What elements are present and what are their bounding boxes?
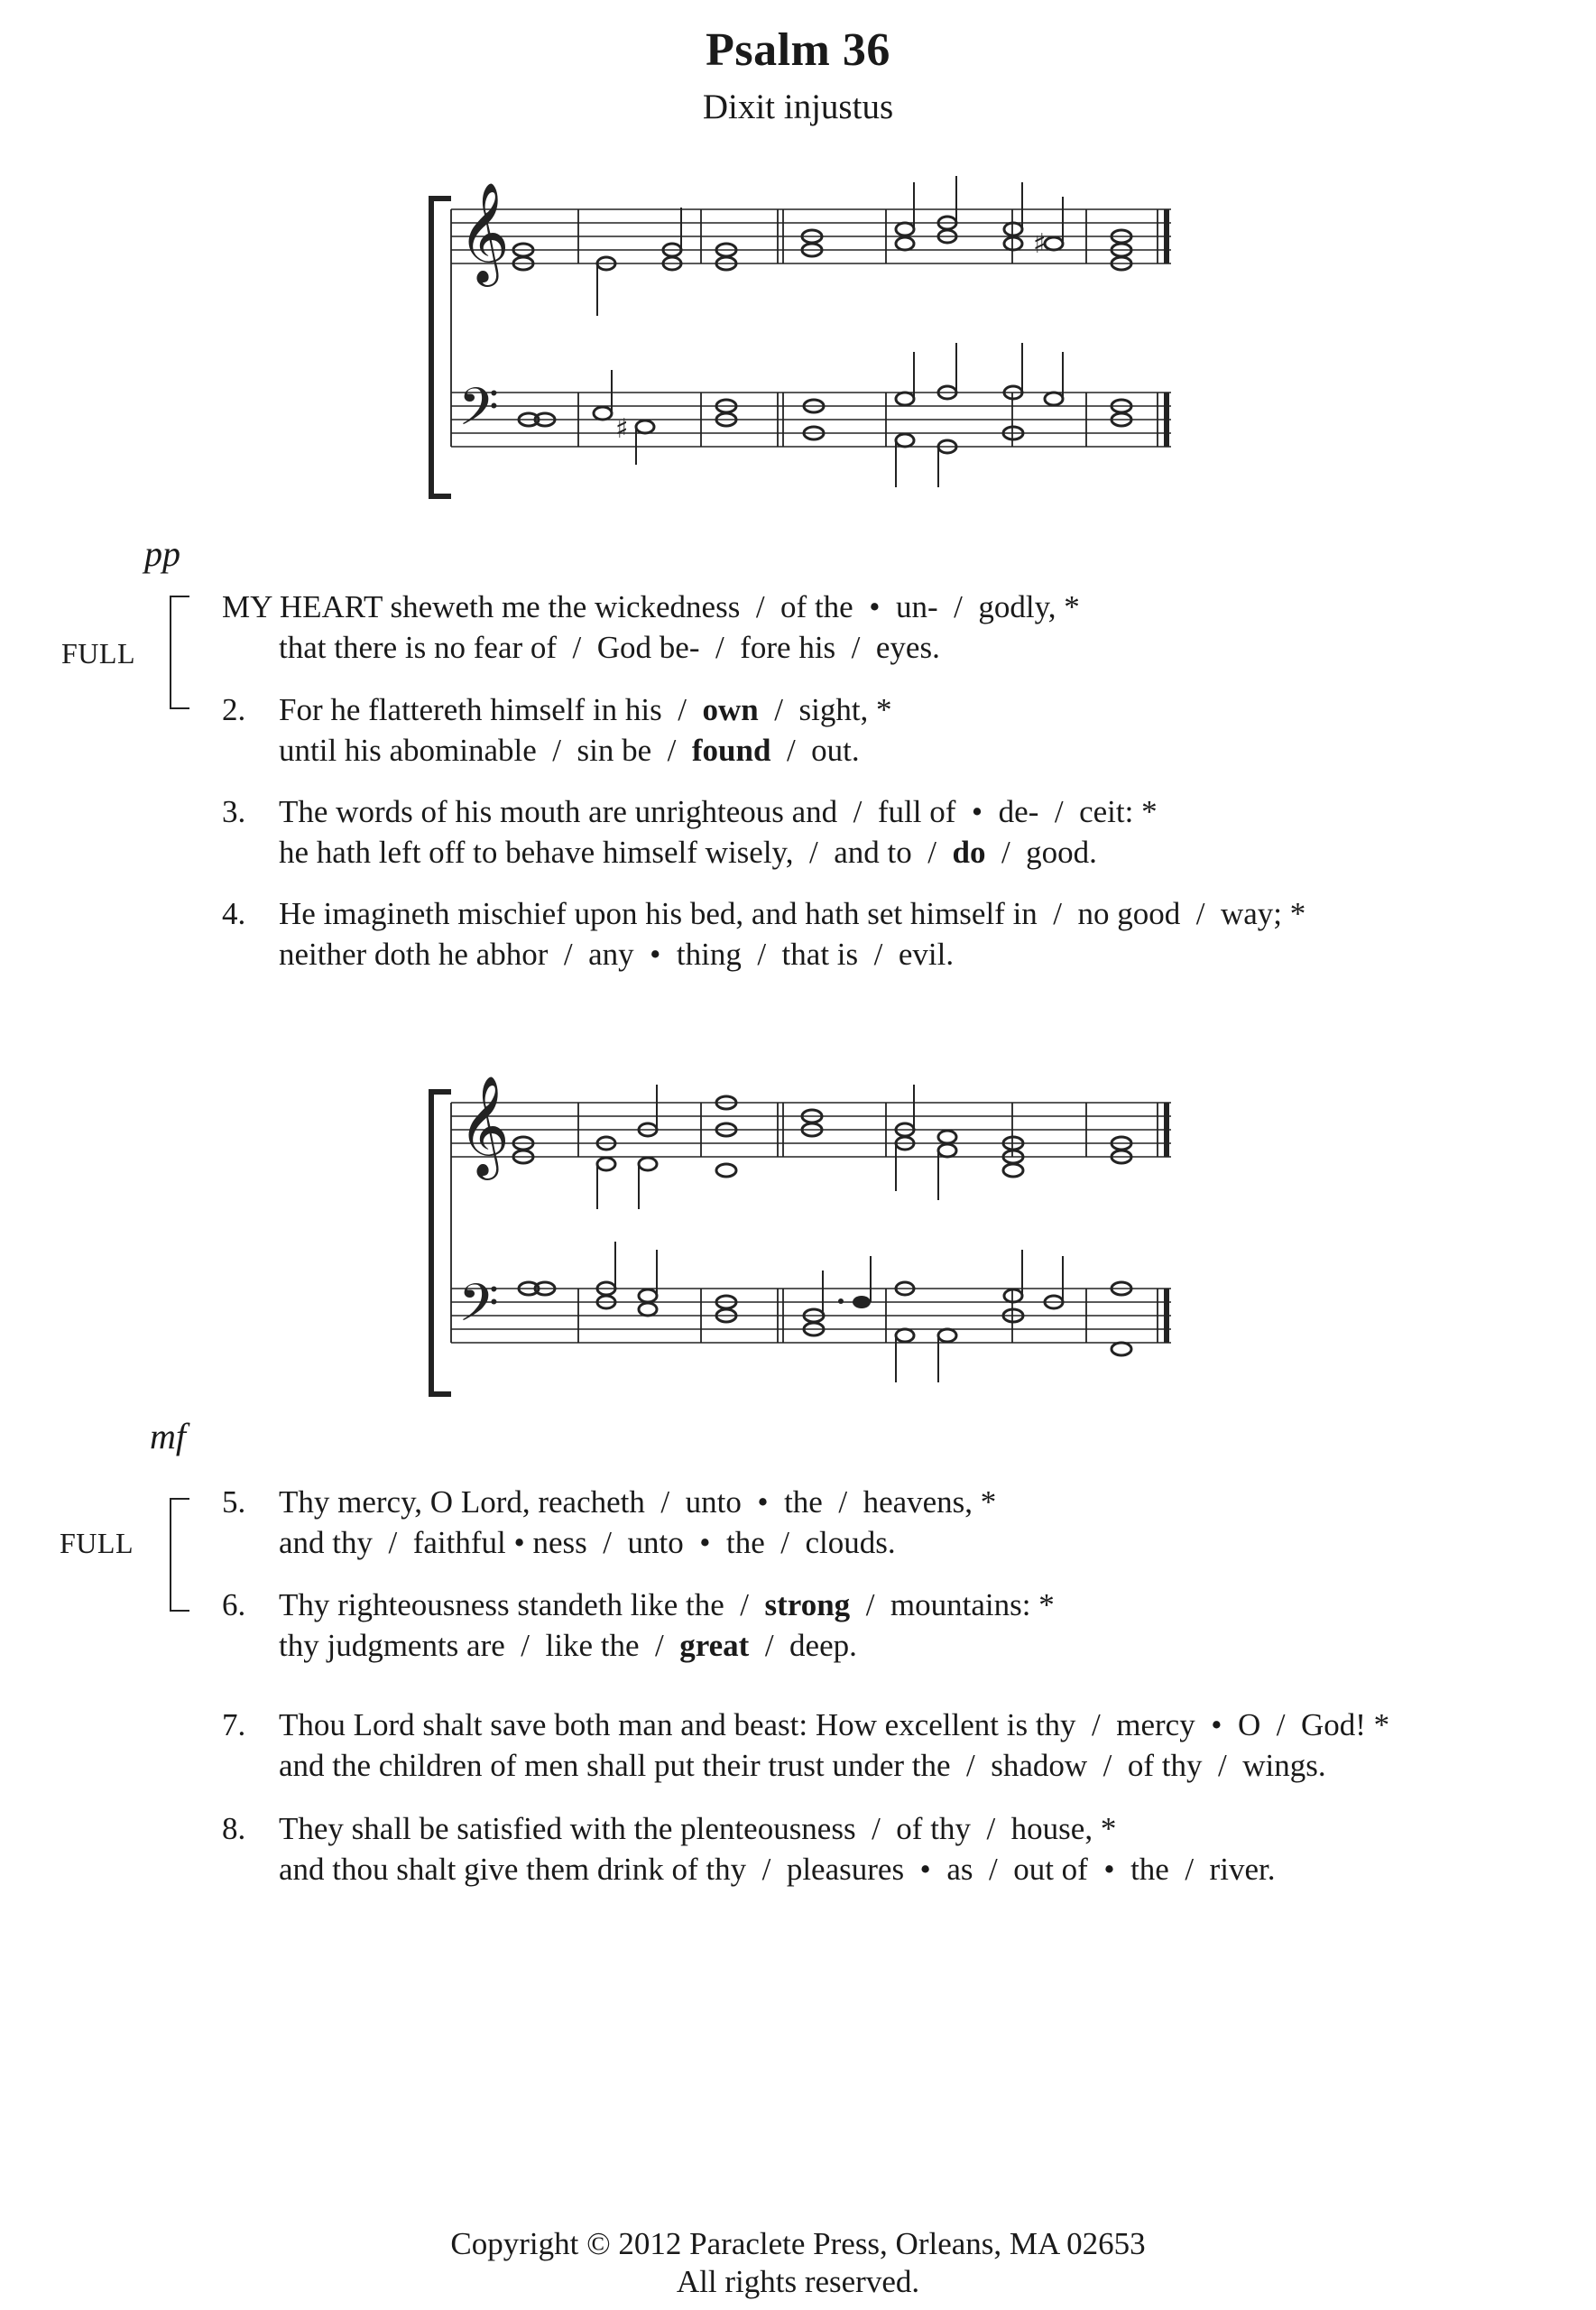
verse-5-line-1: Thy mercy, O Lord, reacheth / unto • the / heavens, * xyxy=(279,1484,997,1520)
page-subtitle: Dixit injustus xyxy=(702,88,894,126)
svg-text:𝄞: 𝄞 xyxy=(458,1075,510,1176)
chant-score-2 xyxy=(0,1065,1596,1417)
chant-score-1 xyxy=(0,171,1596,523)
verse-8-line-2: and thou shalt give them drink of thy / pleasures • as / out of • the / river. xyxy=(279,1852,1276,1887)
emphasized-syllable: own xyxy=(702,692,759,727)
verse-1-line-2: that there is no fear of / God be- / fore his / eyes. xyxy=(279,630,940,665)
emphasized-syllable: strong xyxy=(764,1587,851,1622)
verse-6-line-1: Thy righteousness standeth like the / strong / mountains: * xyxy=(279,1587,1055,1622)
full-label-1: FULL xyxy=(61,637,135,670)
dynamic-marking-1: pp xyxy=(144,533,180,574)
verse-3-line-2: he hath left off to behave himself wisely, / and to / do / good. xyxy=(279,835,1097,870)
full-bracket-2 xyxy=(170,1498,189,1612)
verse-4-line-1: He imagineth mischief upon his bed, and hath set himself in / no good / way; * xyxy=(279,896,1306,931)
svg-text:𝄞: 𝄞 xyxy=(458,181,510,282)
verse-6-line-2: thy judgments are / like the / great / deep. xyxy=(279,1628,857,1663)
verse-number: 5. xyxy=(222,1484,246,1520)
svg-text:♯: ♯ xyxy=(1033,228,1047,260)
verse-1-line-1: MY HEART sheweth me the wickedness / of the • un- / godly, * xyxy=(222,589,1080,624)
verse-number: 8. xyxy=(222,1811,246,1846)
rights-line: All rights reserved. xyxy=(676,2264,920,2299)
page-title: Psalm 36 xyxy=(706,24,890,76)
verse-number: 3. xyxy=(222,794,246,829)
verse-text: For he flattereth himself in his / own / sight, * xyxy=(279,692,892,727)
verse-number: 7. xyxy=(222,1707,246,1742)
verse-2-line-1 xyxy=(279,689,892,730)
verse-number: 6. xyxy=(222,1587,246,1622)
verse-number: 4. xyxy=(222,896,246,931)
dynamic-marking-2: mf xyxy=(150,1416,186,1456)
verse-2-line-2: until his abominable / sin be / found / out. xyxy=(279,733,860,768)
full-label-2: FULL xyxy=(60,1527,134,1559)
verse-8-line-1: They shall be satisfied with the plenteousness / of thy / house, * xyxy=(279,1811,1117,1846)
svg-text:𝄢: 𝄢 xyxy=(458,376,500,450)
svg-text:♯: ♯ xyxy=(615,413,629,445)
copyright-footer xyxy=(0,2225,1596,2301)
emphasized-syllable: do xyxy=(952,835,986,870)
verse-number: 2. xyxy=(222,692,246,727)
emphasized-syllable: found xyxy=(691,733,771,768)
emphasized-syllable: great xyxy=(679,1628,750,1663)
copyright-line: Copyright © 2012 Paraclete Press, Orleans, MA 02653 xyxy=(450,2226,1146,2261)
svg-text:𝄢: 𝄢 xyxy=(458,1272,500,1346)
verse-7-line-1: Thou Lord shalt save both man and beast: How excellent is thy / mercy • O / God! * xyxy=(279,1707,1390,1742)
verse-4-line-2: neither doth he abhor / any • thing / that is / evil. xyxy=(279,937,955,972)
full-bracket-1 xyxy=(170,596,189,709)
verse-7-line-2: and the children of men shall put their trust under the / shadow / of thy / wings. xyxy=(279,1748,1326,1783)
verse-5-line-2: and thy / faithful • ness / unto • the / clouds. xyxy=(279,1525,896,1560)
verse-3-line-1: The words of his mouth are unrighteous and / full of • de- / ceit: * xyxy=(279,794,1158,829)
